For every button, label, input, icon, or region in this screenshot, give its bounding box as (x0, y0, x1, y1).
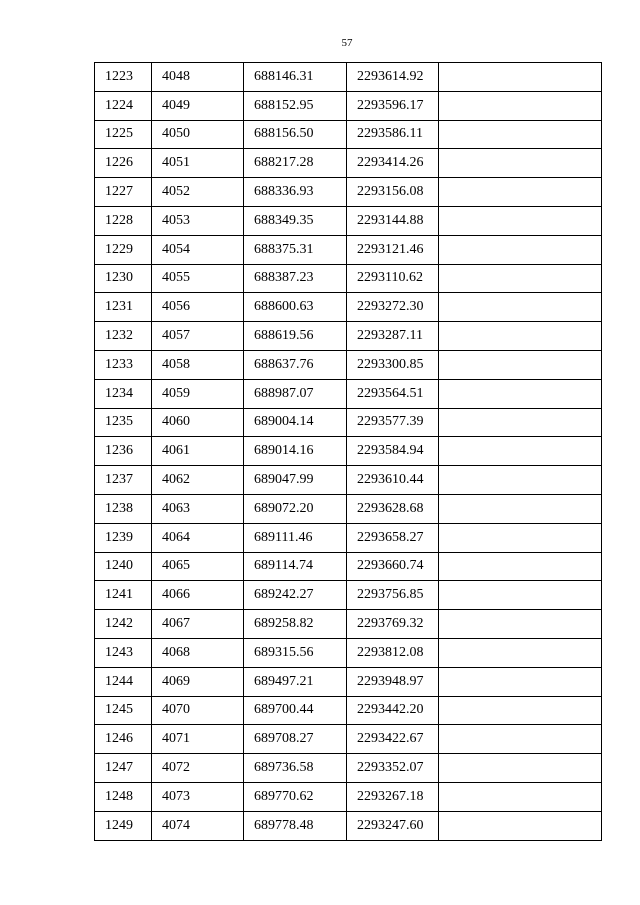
x-coordinate-cell: 689315.56 (244, 638, 347, 667)
point-index-cell: 1232 (95, 322, 152, 351)
x-coordinate-cell: 688600.63 (244, 293, 347, 322)
point-index-cell: 1234 (95, 379, 152, 408)
table-row (95, 696, 602, 725)
point-index-cell: 1231 (95, 293, 152, 322)
x-coordinate-cell: 689258.82 (244, 610, 347, 639)
point-id-cell: 4062 (152, 466, 244, 495)
point-index-cell: 1247 (95, 754, 152, 783)
point-index-cell: 1241 (95, 581, 152, 610)
note-cell (439, 178, 602, 207)
y-coordinate-cell: 2293300.85 (347, 350, 439, 379)
y-coordinate-cell: 2293596.17 (347, 91, 439, 120)
point-id-cell: 4071 (152, 725, 244, 754)
point-index-cell: 1236 (95, 437, 152, 466)
point-id-cell: 4064 (152, 523, 244, 552)
y-coordinate-cell: 2293610.44 (347, 466, 439, 495)
table-row (95, 811, 602, 840)
point-index-cell: 1248 (95, 782, 152, 811)
coordinate-table (94, 62, 602, 841)
x-coordinate-cell: 688387.23 (244, 264, 347, 293)
point-index-cell: 1239 (95, 523, 152, 552)
point-index-cell: 1230 (95, 264, 152, 293)
note-cell (439, 494, 602, 523)
y-coordinate-cell: 2293769.32 (347, 610, 439, 639)
x-coordinate-cell: 689114.74 (244, 552, 347, 581)
note-cell (439, 811, 602, 840)
note-cell (439, 610, 602, 639)
y-coordinate-cell: 2293628.68 (347, 494, 439, 523)
note-cell (439, 235, 602, 264)
x-coordinate-cell: 689497.21 (244, 667, 347, 696)
x-coordinate-cell: 688336.93 (244, 178, 347, 207)
y-coordinate-cell: 2293584.94 (347, 437, 439, 466)
point-index-cell: 1224 (95, 91, 152, 120)
note-cell (439, 552, 602, 581)
point-index-cell: 1244 (95, 667, 152, 696)
x-coordinate-cell: 688375.31 (244, 235, 347, 264)
point-id-cell: 4053 (152, 206, 244, 235)
point-index-cell: 1235 (95, 408, 152, 437)
y-coordinate-cell: 2293156.08 (347, 178, 439, 207)
x-coordinate-cell: 688349.35 (244, 206, 347, 235)
point-id-cell: 4065 (152, 552, 244, 581)
table-row (95, 379, 602, 408)
table-row (95, 206, 602, 235)
point-index-cell: 1249 (95, 811, 152, 840)
point-id-cell: 4070 (152, 696, 244, 725)
point-index-cell: 1238 (95, 494, 152, 523)
y-coordinate-cell: 2293287.11 (347, 322, 439, 351)
point-id-cell: 4069 (152, 667, 244, 696)
point-index-cell: 1242 (95, 610, 152, 639)
x-coordinate-cell: 688146.31 (244, 63, 347, 92)
y-coordinate-cell: 2293658.27 (347, 523, 439, 552)
note-cell (439, 408, 602, 437)
point-index-cell: 1223 (95, 63, 152, 92)
y-coordinate-cell: 2293586.11 (347, 120, 439, 149)
table-row (95, 782, 602, 811)
y-coordinate-cell: 2293577.39 (347, 408, 439, 437)
x-coordinate-cell: 689242.27 (244, 581, 347, 610)
table-row (95, 552, 602, 581)
table-row (95, 523, 602, 552)
point-index-cell: 1245 (95, 696, 152, 725)
note-cell (439, 782, 602, 811)
point-id-cell: 4072 (152, 754, 244, 783)
y-coordinate-cell: 2293422.67 (347, 725, 439, 754)
y-coordinate-cell: 2293121.46 (347, 235, 439, 264)
table-row (95, 610, 602, 639)
x-coordinate-cell: 689047.99 (244, 466, 347, 495)
table-row (95, 120, 602, 149)
y-coordinate-cell: 2293442.20 (347, 696, 439, 725)
point-id-cell: 4066 (152, 581, 244, 610)
point-id-cell: 4056 (152, 293, 244, 322)
point-id-cell: 4068 (152, 638, 244, 667)
point-index-cell: 1226 (95, 149, 152, 178)
point-id-cell: 4061 (152, 437, 244, 466)
y-coordinate-cell: 2293756.85 (347, 581, 439, 610)
point-id-cell: 4067 (152, 610, 244, 639)
y-coordinate-cell: 2293812.08 (347, 638, 439, 667)
point-index-cell: 1246 (95, 725, 152, 754)
note-cell (439, 264, 602, 293)
x-coordinate-cell: 689708.27 (244, 725, 347, 754)
point-id-cell: 4063 (152, 494, 244, 523)
point-id-cell: 4058 (152, 350, 244, 379)
note-cell (439, 466, 602, 495)
table-row (95, 264, 602, 293)
table-row (95, 350, 602, 379)
point-id-cell: 4057 (152, 322, 244, 351)
point-id-cell: 4055 (152, 264, 244, 293)
x-coordinate-cell: 689700.44 (244, 696, 347, 725)
note-cell (439, 91, 602, 120)
point-index-cell: 1243 (95, 638, 152, 667)
note-cell (439, 581, 602, 610)
y-coordinate-cell: 2293110.62 (347, 264, 439, 293)
note-cell (439, 120, 602, 149)
y-coordinate-cell: 2293414.26 (347, 149, 439, 178)
point-index-cell: 1233 (95, 350, 152, 379)
note-cell (439, 725, 602, 754)
table-row (95, 149, 602, 178)
table-row (95, 754, 602, 783)
note-cell (439, 149, 602, 178)
y-coordinate-cell: 2293267.18 (347, 782, 439, 811)
note-cell (439, 293, 602, 322)
table-row (95, 322, 602, 351)
y-coordinate-cell: 2293614.92 (347, 63, 439, 92)
table-row (95, 725, 602, 754)
point-id-cell: 4074 (152, 811, 244, 840)
note-cell (439, 437, 602, 466)
y-coordinate-cell: 2293144.88 (347, 206, 439, 235)
x-coordinate-cell: 689778.48 (244, 811, 347, 840)
point-id-cell: 4050 (152, 120, 244, 149)
note-cell (439, 523, 602, 552)
table-row (95, 63, 602, 92)
x-coordinate-cell: 689014.16 (244, 437, 347, 466)
table-row (95, 91, 602, 120)
table-row (95, 667, 602, 696)
x-coordinate-cell: 688217.28 (244, 149, 347, 178)
table-row (95, 638, 602, 667)
point-id-cell: 4049 (152, 91, 244, 120)
table-row (95, 581, 602, 610)
x-coordinate-cell: 688156.50 (244, 120, 347, 149)
y-coordinate-cell: 2293272.30 (347, 293, 439, 322)
coordinate-table-body (95, 63, 602, 841)
note-cell (439, 667, 602, 696)
x-coordinate-cell: 689004.14 (244, 408, 347, 437)
point-index-cell: 1229 (95, 235, 152, 264)
table-row (95, 235, 602, 264)
note-cell (439, 754, 602, 783)
x-coordinate-cell: 689736.58 (244, 754, 347, 783)
note-cell (439, 350, 602, 379)
point-index-cell: 1227 (95, 178, 152, 207)
table-row (95, 494, 602, 523)
point-id-cell: 4073 (152, 782, 244, 811)
x-coordinate-cell: 689072.20 (244, 494, 347, 523)
point-id-cell: 4051 (152, 149, 244, 178)
note-cell (439, 696, 602, 725)
x-coordinate-cell: 689111.46 (244, 523, 347, 552)
table-row (95, 178, 602, 207)
point-id-cell: 4052 (152, 178, 244, 207)
point-index-cell: 1225 (95, 120, 152, 149)
point-index-cell: 1228 (95, 206, 152, 235)
y-coordinate-cell: 2293564.51 (347, 379, 439, 408)
note-cell (439, 322, 602, 351)
y-coordinate-cell: 2293352.07 (347, 754, 439, 783)
x-coordinate-cell: 688637.76 (244, 350, 347, 379)
x-coordinate-cell: 689770.62 (244, 782, 347, 811)
point-index-cell: 1237 (95, 466, 152, 495)
x-coordinate-cell: 688987.07 (244, 379, 347, 408)
note-cell (439, 379, 602, 408)
table-row (95, 466, 602, 495)
note-cell (439, 206, 602, 235)
y-coordinate-cell: 2293247.60 (347, 811, 439, 840)
y-coordinate-cell: 2293948.97 (347, 667, 439, 696)
point-id-cell: 4054 (152, 235, 244, 264)
point-index-cell: 1240 (95, 552, 152, 581)
table-row (95, 437, 602, 466)
point-id-cell: 4059 (152, 379, 244, 408)
table-row (95, 408, 602, 437)
point-id-cell: 4060 (152, 408, 244, 437)
page-number: 57 (341, 37, 353, 49)
y-coordinate-cell: 2293660.74 (347, 552, 439, 581)
note-cell (439, 638, 602, 667)
point-id-cell: 4048 (152, 63, 244, 92)
x-coordinate-cell: 688152.95 (244, 91, 347, 120)
note-cell (439, 63, 602, 92)
table-row (95, 293, 602, 322)
x-coordinate-cell: 688619.56 (244, 322, 347, 351)
